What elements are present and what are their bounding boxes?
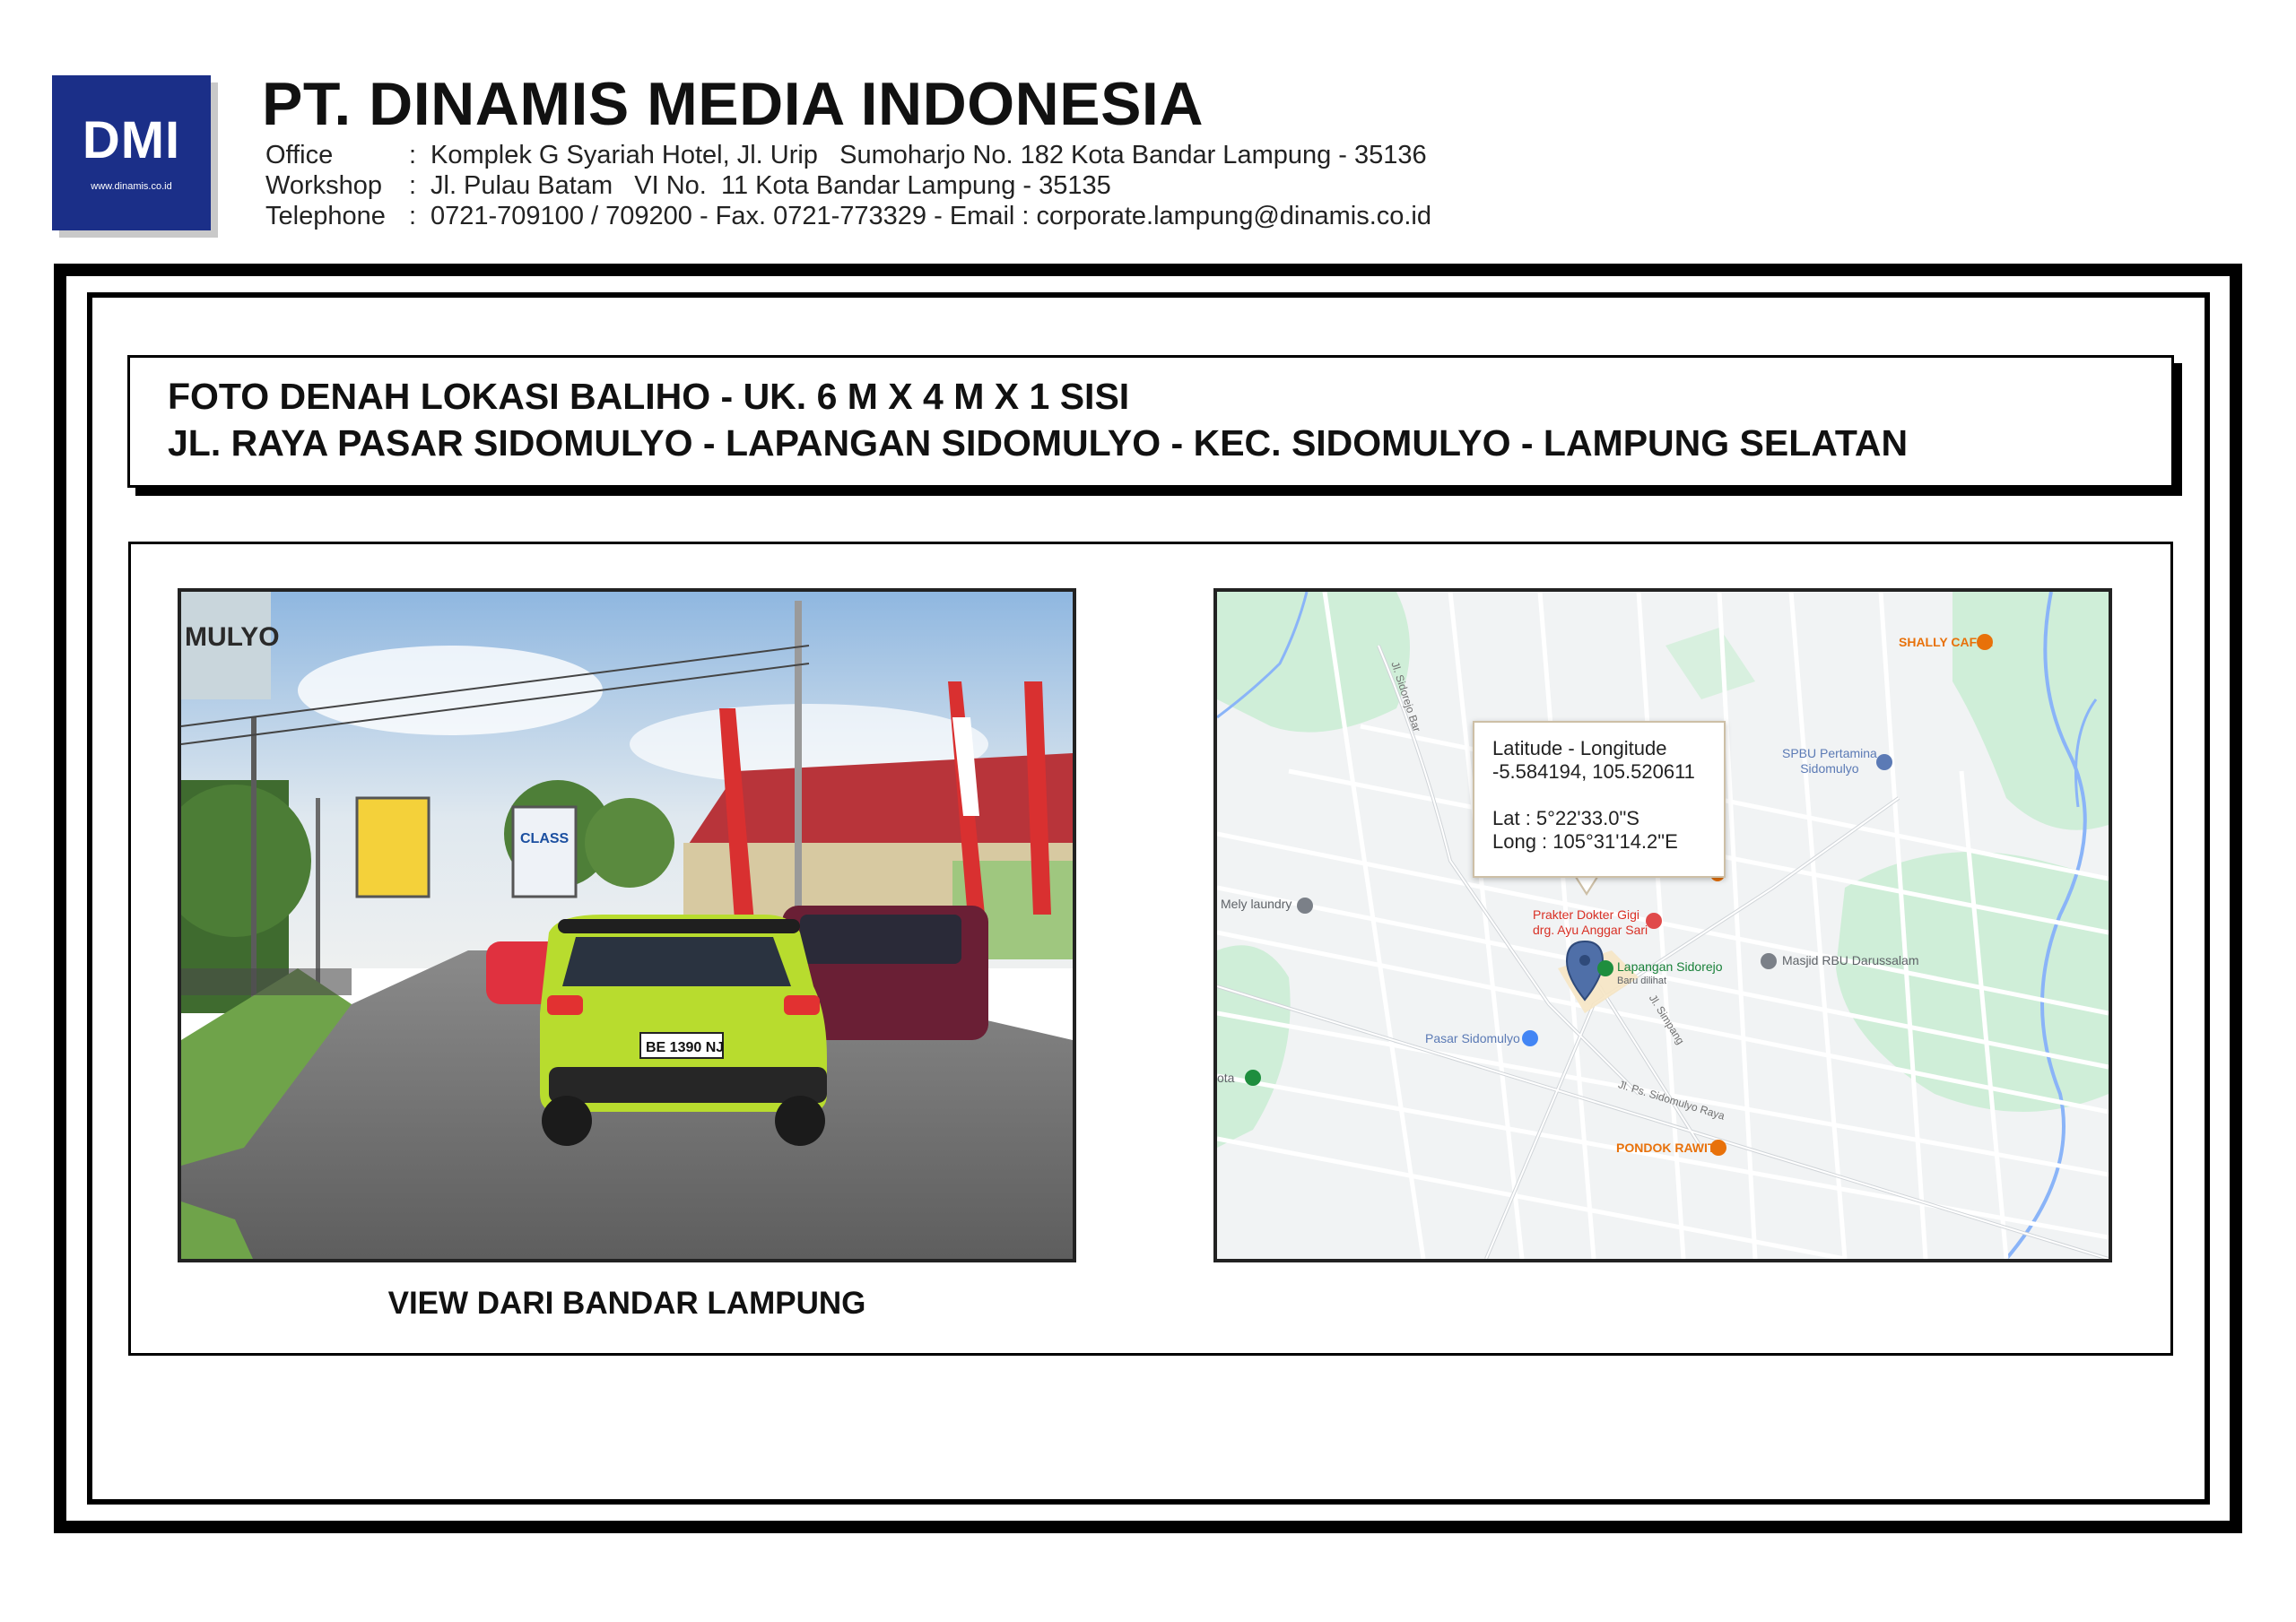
park-area bbox=[1952, 592, 2109, 830]
car-wheel bbox=[542, 1096, 592, 1146]
car-bumper bbox=[549, 1067, 827, 1103]
park-area bbox=[1665, 628, 1755, 699]
road-label-raya: Jl. Ps. Sidomulyo Raya bbox=[1616, 1078, 1726, 1123]
tree-canopy bbox=[585, 798, 674, 888]
place-label-dentist[interactable] bbox=[1533, 907, 1648, 938]
car-plate-text: BE 1390 NJ bbox=[646, 1040, 725, 1055]
road-label-sidorejo: Jl. Sidorejo Bar bbox=[1388, 660, 1423, 733]
logo-text: DMI bbox=[82, 110, 181, 169]
car-taillight bbox=[547, 995, 583, 1015]
popup-spacer bbox=[1492, 784, 1724, 807]
billboard-yellow bbox=[357, 798, 429, 897]
spbu-line-2: Sidomulyo bbox=[1800, 761, 1859, 776]
car-taillight bbox=[784, 995, 820, 1015]
market-icon bbox=[1522, 1030, 1538, 1046]
contact-value: 0721-709100 / 709200 - Fax. 0721-773329 - Email : corporate.lampung@dinamis.co.id bbox=[430, 202, 1432, 230]
contact-value: Jl. Pulau Batam VI No. 11 Kota Bandar Lampung - 35135 bbox=[430, 171, 1111, 200]
car-maroon-window bbox=[800, 915, 961, 964]
contact-label: Telephone bbox=[265, 202, 386, 230]
map-canvas bbox=[1217, 592, 2109, 1259]
park-icon bbox=[1245, 1070, 1261, 1086]
car-wheel bbox=[775, 1096, 825, 1146]
cloud bbox=[298, 646, 603, 735]
street-sign-text: MULYO bbox=[185, 622, 280, 652]
dentist-line-2: drg. Ayu Anggar Sari bbox=[1533, 923, 1648, 937]
lapangan-name: Lapangan Sidorejo bbox=[1617, 959, 1723, 974]
place-label-shally-caffe[interactable]: SHALLY CAFFE bbox=[1899, 635, 1994, 649]
popup-decimal-coords: -5.584194, 105.520611 bbox=[1492, 760, 1695, 783]
title-line-2: JL. RAYA PASAR SIDOMULYO - LAPANGAN SIDOMULYO - KEC. SIDOMULYO - LAMPUNG SELATAN bbox=[168, 422, 1909, 464]
place-label-lapangan[interactable] bbox=[1617, 959, 1723, 988]
location-photo bbox=[178, 588, 1076, 1262]
park-area bbox=[1217, 945, 1291, 1148]
contact-label: Workshop bbox=[265, 171, 383, 200]
contact-separator: : bbox=[409, 141, 417, 169]
street-photo-illustration bbox=[181, 592, 1073, 1259]
fence bbox=[181, 968, 352, 995]
lapangan-sub: Baru dilihat bbox=[1617, 976, 1667, 986]
contact-label: Office bbox=[265, 141, 334, 169]
place-label-masjid[interactable]: Masjid RBU Darussalam bbox=[1782, 953, 1919, 967]
car-spoiler bbox=[558, 919, 800, 933]
contact-value: Komplek G Syariah Hotel, Jl. Urip Sumoharjo No. 182 Kota Bandar Lampung - 35136 bbox=[430, 141, 1427, 169]
billboard-text: CLASS bbox=[520, 831, 570, 846]
company-logo bbox=[52, 75, 211, 230]
car-lime-rear-window bbox=[562, 937, 791, 986]
place-label-pondok-rawit[interactable]: PONDOK RAWIT bbox=[1616, 1141, 1716, 1155]
dentist-icon bbox=[1646, 913, 1662, 929]
park-area bbox=[1217, 592, 1410, 733]
gas-station-icon bbox=[1876, 754, 1892, 770]
park-icon bbox=[1597, 960, 1613, 976]
title-box bbox=[127, 355, 2174, 488]
place-label-kota[interactable]: ota bbox=[1217, 1071, 1235, 1085]
contact-separator: : bbox=[409, 171, 417, 200]
popup-latitude: Lat : 5°22'33.0"S bbox=[1492, 807, 1639, 829]
dentist-line-1: Prakter Dokter Gigi bbox=[1533, 907, 1640, 922]
popup-longitude: Long : 105°31'14.2"E bbox=[1492, 830, 1678, 853]
contact-row-office bbox=[265, 140, 1431, 170]
popup-heading: Latitude - Longitude bbox=[1492, 737, 1667, 759]
contact-separator: : bbox=[409, 202, 417, 230]
mosque-icon bbox=[1761, 953, 1777, 969]
contact-row-telephone bbox=[265, 201, 1431, 231]
contact-info bbox=[265, 140, 1431, 231]
location-map[interactable] bbox=[1213, 588, 2112, 1262]
laundry-icon bbox=[1297, 898, 1313, 914]
coordinate-popup bbox=[1473, 721, 1726, 878]
contact-row-workshop bbox=[265, 170, 1431, 201]
road-label-simpang: Jl. Simpang bbox=[1646, 992, 1687, 1047]
logo-url: www.dinamis.co.id bbox=[91, 180, 172, 192]
title-line-1: FOTO DENAH LOKASI BALIHO - UK. 6 M X 4 M X 1 SISI bbox=[168, 376, 1130, 417]
utility-pole bbox=[316, 798, 320, 995]
billboard-white bbox=[513, 807, 576, 897]
place-label-spbu[interactable] bbox=[1782, 746, 1877, 776]
photo-caption: VIEW DARI BANDAR LAMPUNG bbox=[387, 1286, 866, 1321]
company-name: PT. DINAMIS MEDIA INDONESIA bbox=[262, 70, 1204, 138]
place-label-mely-laundry[interactable]: Mely laundry bbox=[1221, 897, 1292, 911]
place-label-pasar[interactable]: Pasar Sidomulyo bbox=[1425, 1031, 1520, 1045]
spbu-line-1: SPBU Pertamina bbox=[1782, 746, 1877, 760]
